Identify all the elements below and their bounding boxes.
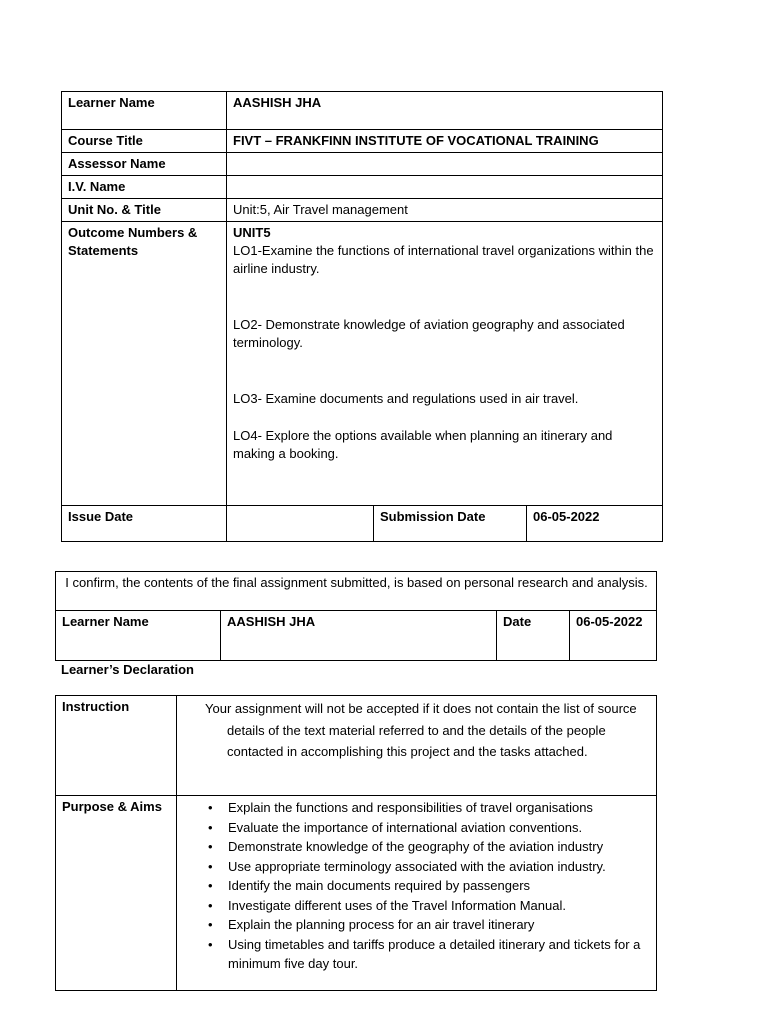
iv-name-label: I.V. Name [62, 176, 227, 199]
list-item: • Investigate different uses of the Travel Information Manual. [228, 896, 651, 916]
list-item: • Identify the main documents required by passengers [228, 876, 651, 896]
assignment-details-table [61, 91, 663, 542]
declaration-learner-name-value: AASHISH JHA [221, 611, 497, 661]
purpose-aims-label: Purpose & Aims [56, 796, 177, 991]
instruction-cell [177, 696, 657, 796]
outcome-lo4: LO4- Explore the options available when planning an itinerary and making a booking. [233, 428, 613, 461]
outcomes-label: Outcome Numbers & Statements [62, 222, 227, 506]
list-item: • Use appropriate terminology associated with the aviation industry. [228, 857, 651, 877]
course-title-value: FIVT – FRANKFINN INSTITUTE OF VOCATIONAL TRAINING [227, 130, 663, 153]
outcome-lo3: LO3- Examine documents and regulations used in air travel. [233, 391, 579, 406]
outcome-lo1: LO1-Examine the functions of international travel organizations within the airline industry. [233, 243, 654, 276]
assessor-name-value [227, 153, 663, 176]
assessor-name-label: Assessor Name [62, 153, 227, 176]
learner-name-value: AASHISH JHA [227, 92, 663, 130]
unit-title-label: Unit No. & Title [62, 199, 227, 222]
purpose-aims-cell [177, 796, 657, 991]
list-item: • Evaluate the importance of international aviation conventions. [228, 818, 651, 838]
declaration-caption: Learner’s Declaration [61, 662, 194, 677]
list-item: • Explain the functions and responsibilities of travel organisations [228, 798, 651, 818]
declaration-date-label: Date [497, 611, 570, 661]
issue-date-value [227, 506, 374, 542]
declaration-statement: I confirm, the contents of the final assignment submitted, is based on personal research and analysis. [56, 572, 657, 611]
submission-date-value: 06-05-2022 [527, 506, 663, 542]
course-title-label: Course Title [62, 130, 227, 153]
list-item: • Explain the planning process for an air travel itinerary [228, 915, 651, 935]
declaration-table [55, 571, 657, 661]
unit-heading: UNIT5 [233, 225, 271, 240]
declaration-learner-name-label: Learner Name [56, 611, 221, 661]
list-item: • Using timetables and tariffs produce a detailed itinerary and tickets for a minimum five day tour. [228, 935, 651, 974]
declaration-date-value: 06-05-2022 [570, 611, 657, 661]
instruction-text: Your assignment will not be accepted if it does not contain the list of source details of the text material referred to and the details of the people contacted in accomplishing this project and the tasks attached. [205, 701, 637, 759]
instruction-label: Instruction [56, 696, 177, 796]
outcome-lo2: LO2- Demonstrate knowledge of aviation geography and associated terminology. [233, 317, 625, 350]
outcomes-cell [227, 222, 663, 506]
learner-name-label: Learner Name [62, 92, 227, 130]
list-item: • Demonstrate knowledge of the geography of the aviation industry [228, 837, 651, 857]
iv-name-value [227, 176, 663, 199]
aims-list [203, 798, 651, 974]
submission-date-label: Submission Date [374, 506, 527, 542]
issue-date-label: Issue Date [62, 506, 227, 542]
instructions-table [55, 695, 657, 991]
unit-title-value: Unit:5, Air Travel management [227, 199, 663, 222]
